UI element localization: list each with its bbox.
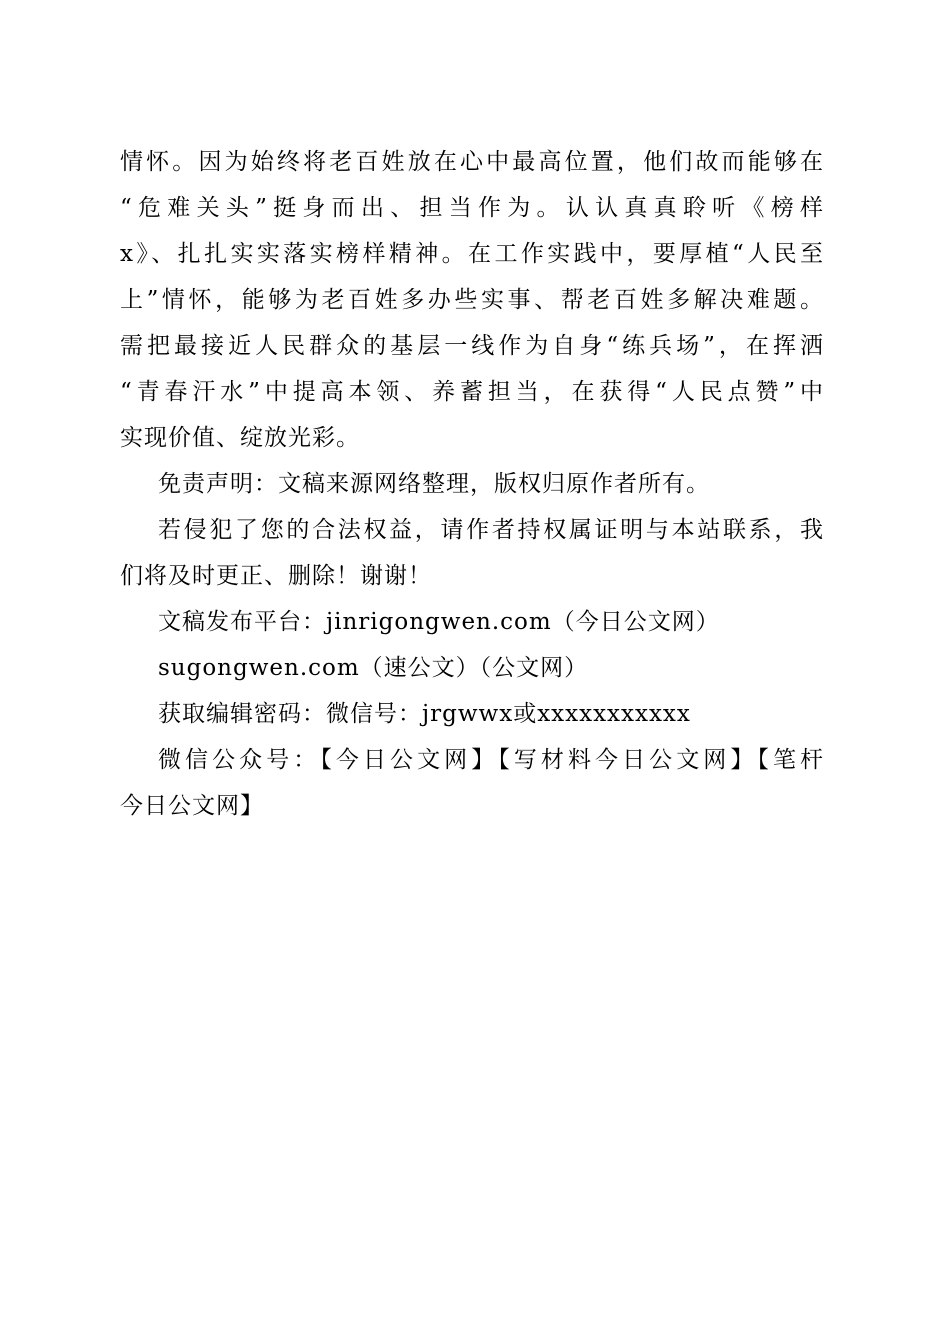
infringement-notice-line: 们将及时更正、删除！谢谢！ <box>120 563 432 589</box>
wechat-account-line: 今日公文网】 <box>120 793 264 819</box>
paragraph-line: “青春汗水”中提高本领、养蓄担当，在获得“人民点赞”中 <box>120 379 824 405</box>
site-line: sugongwen.com（速公文）（公文网） <box>158 655 589 681</box>
paragraph-line: 需把最接近人民群众的基层一线作为自身“练兵场”，在挥洒 <box>120 333 824 359</box>
platform-line: 文稿发布平台：jinrigongwen.com（今日公文网） <box>158 609 720 635</box>
wechat-account-line: 微信公众号：【今日公文网】【写材料今日公文网】【笔杆 <box>158 747 824 773</box>
paragraph-line: 上”情怀，能够为老百姓多办些实事、帮老百姓多解决难题。 <box>120 287 824 313</box>
document-body <box>120 139 824 829</box>
disclaimer-text: 免责声明：文稿来源网络整理，版权归原作者所有。 <box>158 471 710 497</box>
paragraph-line: 情怀。因为始终将老百姓放在心中最高位置，他们故而能够在 <box>120 149 824 175</box>
password-line: 获取编辑密码：微信号：jrgwwx或xxxxxxxxxxx <box>158 701 691 727</box>
infringement-notice-line: 若侵犯了您的合法权益，请作者持权属证明与本站联系，我 <box>158 517 824 543</box>
paragraph-line: x》、扎扎实实落实榜样精神。在工作实践中，要厚植“人民至 <box>120 241 824 267</box>
paragraph-line: 实现价值、绽放光彩。 <box>120 425 360 451</box>
paragraph-line: “危难关头”挺身而出、担当作为。认认真真聆听《榜样 <box>120 195 824 221</box>
